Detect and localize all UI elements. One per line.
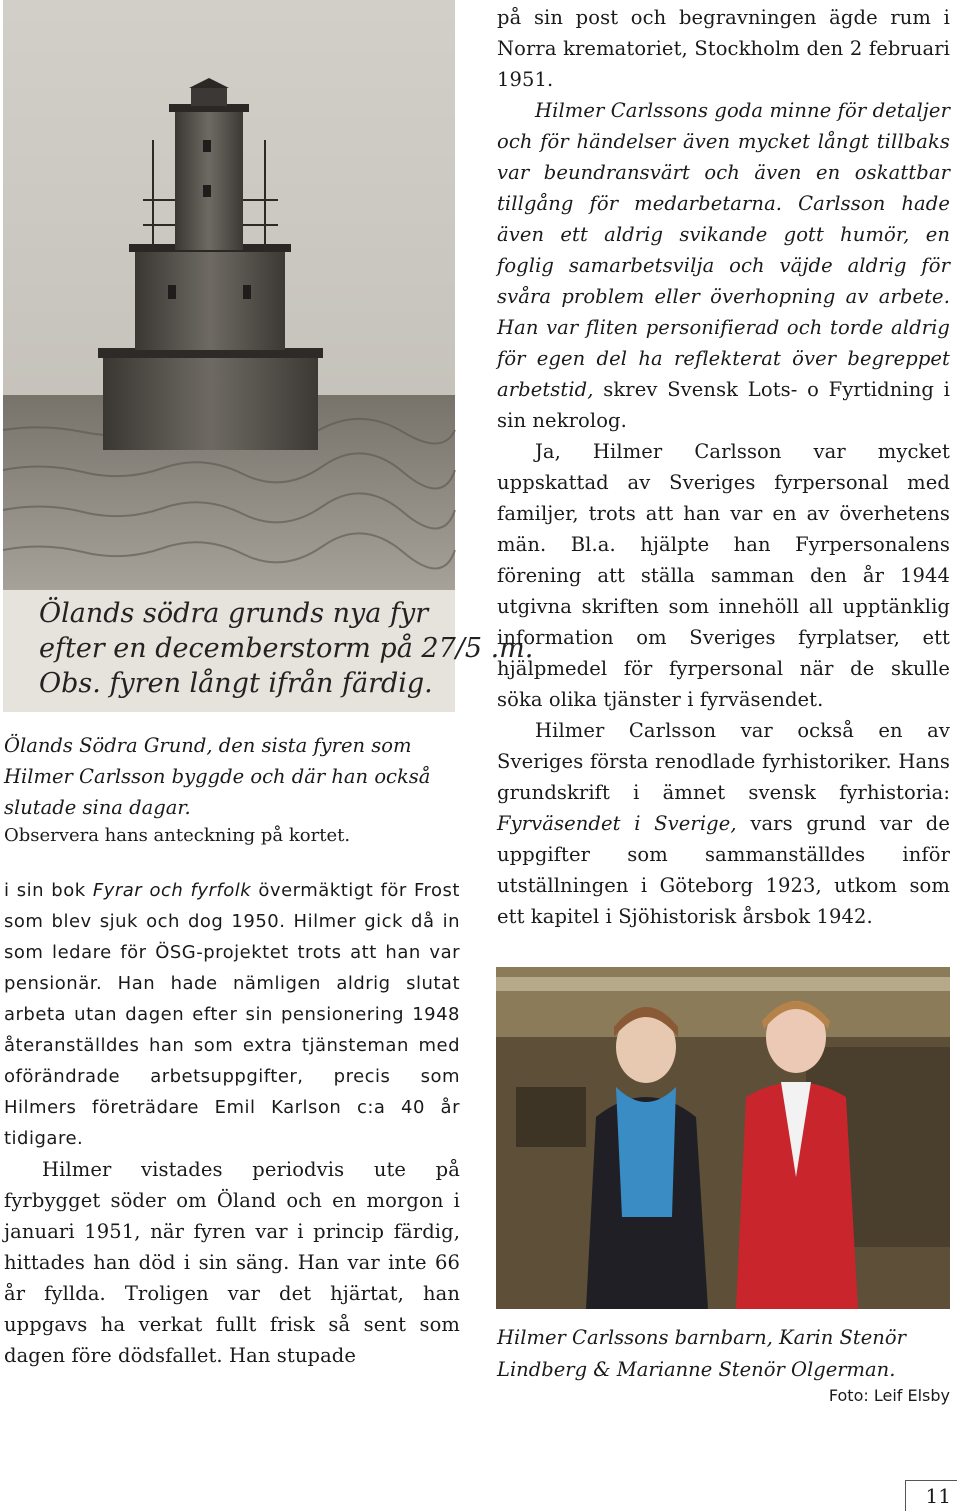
nekrolog-source: skrev Svensk Lots- o Fyrtidning i sin nekrolog.	[497, 378, 950, 432]
lighthouse-caption-note: Observera hans anteckning på kortet.	[4, 825, 351, 846]
right-p4-rest: vars grund var de uppgifter som sammanställdes inför utställningen i Göteborg 1923, utkom som ett kapitel i Sjöhistorisk årsbok 1942.	[497, 812, 950, 928]
left-paragraph-2: Hilmer vistades periodvis ute på fyrbygget söder om Öland och en morgon i januari 1951, när fyren var i princip färdig, hittades han död i sin säng. Han var inte 66 år fyllda. Troligen var det hjärtat, han uppgavs ha verkat fullt frisk så sent som dagen före dödsfallet. Han stupade	[4, 1158, 460, 1367]
book-title-fyrar-och-fyrfolk: Fyrar och fyrfolk	[92, 880, 252, 901]
handwriting-line-3: Obs. fyren långt ifrån färdig.	[39, 668, 433, 699]
right-column-text	[497, 2, 950, 932]
grandchildren-photo	[496, 967, 950, 1309]
nekrolog-quote: Hilmer Carlssons goda minne för detaljer och för händelser även mycket långt tillbaks var beundransvärt och även en oskattbar tillgång för medarbetarna. Carlsson hade även ett aldrig svikande gott humör, en foglig samarbetsvilja och väjde aldrig för svåra problem eller överhopning av arbete. Han var fliten personifierad och torde aldrig för egen del ha reflekterat över begreppet arbetstid,	[497, 99, 950, 401]
right-paragraph-3: Ja, Hilmer Carlsson var mycket uppskattad av Sveriges fyrpersonal med familjer, trots att han var en av överhetens män. Bl.a. hjälpte han Fyrpersonalens förening att ställa samman den år 1944 utgivna skriften som innehöll all upptänklig information om Sveriges fyrplatser, ett hjälpmedel för fyrpersonal när de skulle söka olika tjänster i fyrväsendet.	[497, 440, 950, 711]
lighthouse-caption: Ölands Södra Grund, den sista fyren som Hilmer Carlsson byggde och där han också slutade sina dagar.	[4, 734, 431, 819]
handwriting-line-2: efter en decemberstorm på 27/5 .m.	[39, 633, 534, 664]
right-paragraph-1: på sin post och begravningen ägde rum i Norra krematoriet, Stockholm den 2 februari 1951.	[497, 6, 950, 91]
right-p4-start: Hilmer Carlsson var också en av Sveriges första renodlade fyrhistoriker. Hans grundskrift i ämnet svensk fyrhistoria:	[497, 719, 950, 804]
left-p1-rest: övermäktigt för Frost som blev sjuk och dog 1950. Hilmer gick då in som ledare för ÖSG-projektet trots att han var pensionär. Han hade nämligen aldrig slutat arbeta utan dagen efter sin pensionering 1948 återanställdes han som extra tjänsteman med oförändrade arbetsuppgifter, precis som Hilmers företrädare Emil Karlson c:a 40 år tidigare.	[4, 880, 460, 1149]
page-number: 11	[905, 1480, 957, 1511]
left-p1-start: i sin bok	[4, 880, 93, 901]
photo-credit: Foto: Leif Elsby	[828, 1386, 950, 1405]
left-column-text	[4, 875, 460, 1371]
grandchildren-caption: Hilmer Carlssons barnbarn, Karin Stenör Lindberg & Marianne Stenör Olgerman.	[497, 1326, 906, 1381]
book-title-fyrvasendet: Fyrväsendet i Sverige,	[497, 812, 737, 835]
right-paragraph-4	[497, 715, 950, 932]
lighthouse-postcard-photo	[3, 0, 534, 712]
handwriting-line-1: Ölands södra grunds nya fyr	[39, 598, 429, 629]
left-paragraph-1	[4, 875, 460, 1154]
right-paragraph-2	[497, 95, 950, 436]
